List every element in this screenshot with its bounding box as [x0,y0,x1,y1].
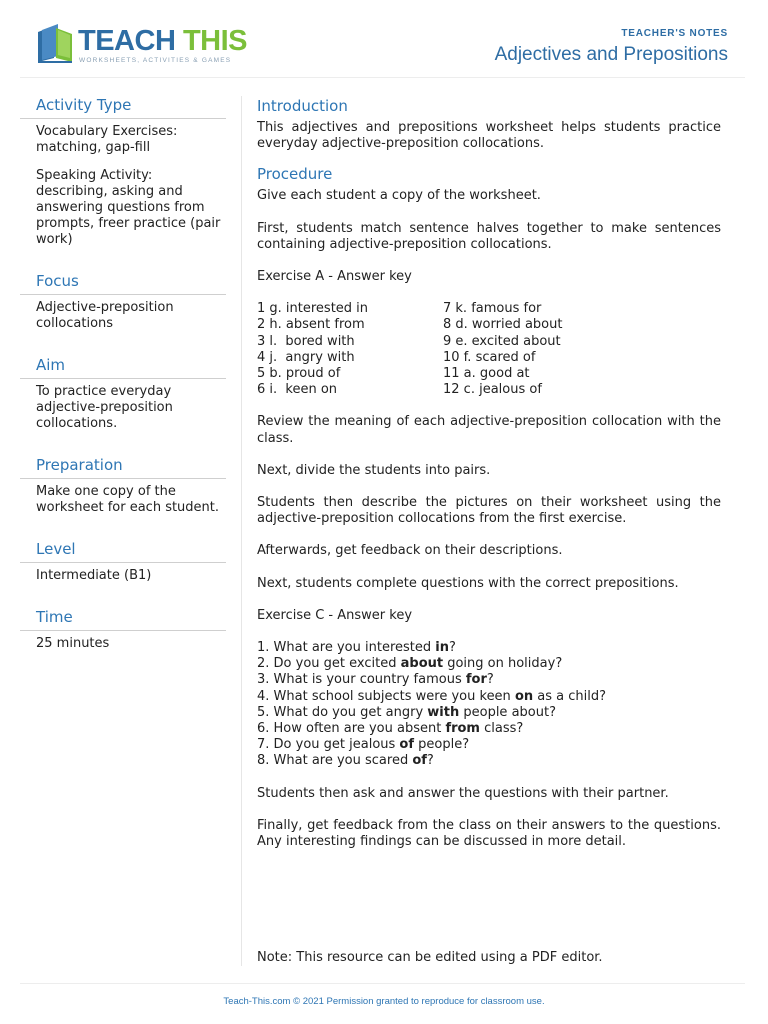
exercise-c-key-title: Exercise C - Answer key [257,607,413,623]
answer-key-item: 6 i. keen on [257,382,338,398]
question-item [257,753,721,769]
time-text: 25 minutes [36,636,110,651]
question-item [257,640,721,656]
answer-key-item: 7 k. famous for [443,301,542,317]
focus-text: Adjective-preposition collocations [36,300,174,331]
question-text: ? [448,640,456,656]
question-answer: on [514,688,534,704]
procedure-step-9: Finally, get feedback from the class on their answers to the questions. Any interesting findings can be discussed in more detail. [257,817,721,850]
question-answer: of [399,737,415,753]
editing-note: Note: This resource can be edited using a PDF editor. [257,950,603,965]
question-text: going on holiday? [443,656,563,672]
answer-key-left-column [257,301,443,398]
question-answer: about [400,656,444,672]
question-answer: from [445,721,480,737]
teach-this-logo[interactable] [36,22,248,70]
preparation-section [20,452,226,516]
question-answer: for [465,672,487,688]
question-text: 5. What do you get angry [257,704,428,720]
focus-section [20,268,226,332]
level-text: Intermediate (B1) [36,568,152,583]
procedure-step-7: Next, students complete questions with the correct prepositions. [257,575,679,591]
focus-heading: Focus [20,268,226,295]
logo-this: THIS [182,25,248,57]
aim-section [20,352,226,432]
question-item [257,705,721,721]
level-heading: Level [20,536,226,563]
preparation-body [20,479,226,516]
answer-key-item: 5 b. proud of [257,366,341,382]
aim-body [20,379,226,432]
answer-key-item: 1 g. interested in [257,301,369,317]
answer-key-item: 11 a. good at [443,366,530,382]
question-item [257,672,721,688]
answer-key-right-column [443,301,629,398]
question-text: 1. What are you interested [257,640,436,656]
question-text: ? [426,753,434,769]
level-body [20,563,226,584]
logo-tagline: WORKSHEETS, ACTIVITIES & GAMES [79,57,232,64]
answer-key-item: 8 d. worried about [443,317,563,333]
preparation-text: Make one copy of the worksheet for each student. [36,484,220,515]
procedure-step-4: Next, divide the students into pairs. [257,462,491,478]
procedure-step-1: Give each student a copy of the worksheet. [257,188,541,204]
question-text: 6. How often are you absent [257,721,446,737]
main-content [257,92,721,866]
procedure-step-8: Students then ask and answer the questions with their partner. [257,785,669,801]
answer-key-item: 2 h. absent from [257,317,365,333]
answer-key-item: 12 c. jealous of [443,382,542,398]
time-section [20,604,226,652]
question-text: people? [414,737,470,753]
activity-type-line1: Vocabulary Exercises: matching, gap-fill [36,124,178,155]
activity-type-body [20,119,226,248]
time-body [20,631,226,652]
question-text: class? [479,721,524,737]
document-title: Adjectives and Prepositions [494,44,728,65]
answer-key-item: 4 j. angry with [257,349,355,365]
page-header [0,0,768,78]
question-answer: with [427,704,460,720]
header-divider [20,77,745,78]
question-text: ? [486,672,494,688]
preparation-heading: Preparation [20,452,226,479]
procedure-heading: Procedure [257,165,333,184]
introduction-heading: Introduction [257,97,348,115]
question-item [257,656,721,672]
question-text: 2. Do you get excited [257,656,401,672]
aim-heading: Aim [20,352,226,379]
column-divider [241,96,242,966]
question-answer: in [435,640,449,656]
sidebar [20,92,226,664]
book-icon [36,24,74,64]
answer-key-item: 9 e. excited about [443,333,561,349]
exercise-c-answer-key [257,640,721,770]
exercise-a-answer-key [257,301,721,398]
logo-teach: TEACH [78,25,176,57]
question-text: 4. What school subjects were you keen [257,688,515,704]
question-text: 7. Do you get jealous [257,737,400,753]
procedure-step-3: Review the meaning of each adjective-preposition collocation with the class. [257,414,721,446]
question-text: as a child? [533,688,606,704]
focus-body [20,295,226,332]
exercise-a-key-title: Exercise A - Answer key [257,269,412,285]
footer-divider [20,983,745,984]
level-section [20,536,226,584]
answer-key-item: 3 l. bored with [257,333,355,349]
time-heading: Time [20,604,226,631]
question-item [257,721,721,737]
teachers-notes-label: TEACHER'S NOTES [621,28,728,39]
activity-type-section [20,92,226,248]
activity-type-line2: Speaking Activity: describing, asking and answering questions from prompts, freer practice (pair work) [36,168,221,247]
procedure-step-5: Students then describe the pictures on their worksheet using the adjective-preposition collocations from the first exercise. [257,495,721,527]
aim-text: To practice everyday adjective-preposition collocations. [36,384,173,431]
question-text: 3. What is your country famous [257,672,466,688]
question-text: 8. What are you scared [257,753,413,769]
procedure-step-6: Afterwards, get feedback on their descriptions. [257,543,563,559]
answer-key-item: 10 f. scared of [443,349,536,365]
question-text: people about? [459,704,556,720]
procedure-step-2: First, students match sentence halves together to make sentences containing adjective-preposition collocations. [257,220,721,252]
introduction-text: This adjectives and prepositions worksheet helps students practice everyday adjective-preposition collocations. [257,120,721,152]
logo-wordmark [78,26,247,56]
footer-copyright[interactable]: Teach-This.com © 2021 Permission granted to reproduce for classroom use. [223,996,545,1007]
activity-type-heading: Activity Type [20,92,226,119]
question-item [257,737,721,753]
question-answer: of [412,753,427,769]
question-item [257,689,721,705]
